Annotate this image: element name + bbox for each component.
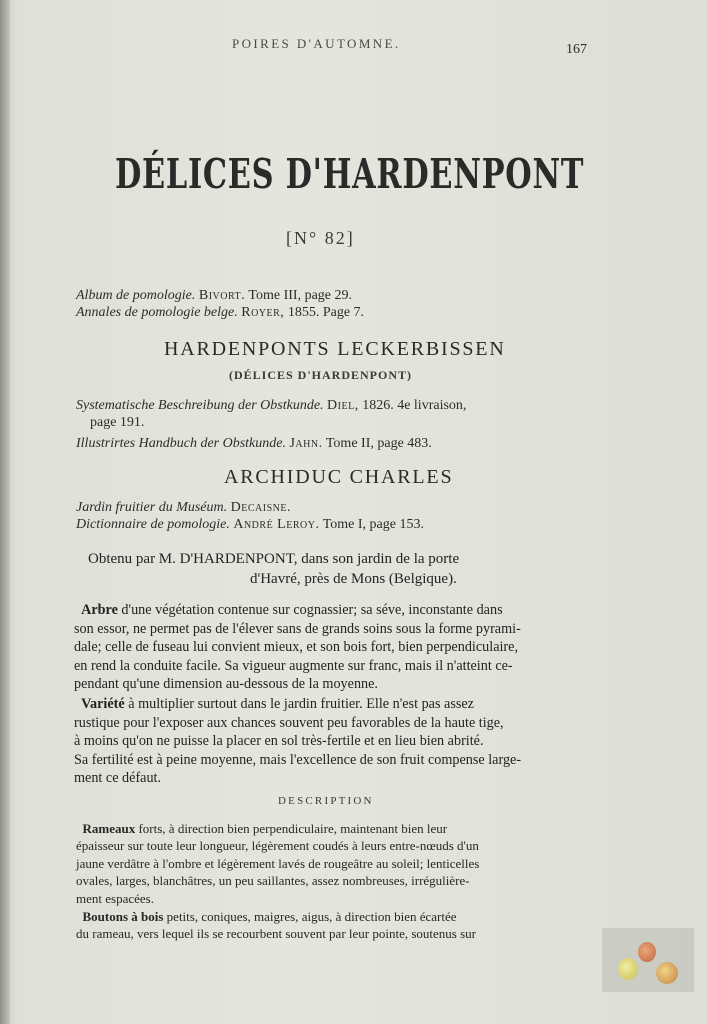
- running-title: POIRES D'AUTOMNE.: [232, 36, 401, 51]
- text-line: épaisseur sur toute leur longueur, légèrement coudés à leurs entre-nœuds d'un: [76, 838, 479, 854]
- text-line: Sa fertilité est à peine moyenne, mais l'excellence de son fruit compense large-: [74, 751, 522, 768]
- text-line: dale; celle de fuseau lui convient mieux, et son bois fort, bien perpendiculaire,: [74, 639, 518, 656]
- reference-line: Dictionnaire de pomologie. André Leroy. Tome I, page 153.: [76, 517, 424, 532]
- page-number: 167: [566, 42, 587, 57]
- text-line: Rameaux forts, à direction bien perpendiculaire, maintenant bien leur: [82, 821, 448, 836]
- paragraph-arbre: [74, 601, 594, 694]
- text-line: Arbre d'une végétation contenue sur cognassier; sa séve, inconstante dans: [81, 602, 503, 618]
- text-line: du rameau, vers lequel ils se recourbent souvent par leur pointe, soutenus sur: [76, 926, 476, 942]
- paragraph-rameaux: [76, 820, 584, 907]
- text-line: pendant qu'une dimension au-dessous de la moyenne.: [74, 676, 378, 693]
- reference-line: Illustrirtes Handbuch der Obstkunde. Jahn. Tome II, page 483.: [76, 436, 432, 451]
- text-line: jaune verdâtre à l'ombre et légèrement lavés de rougeâtre au soleil; lenticelles: [76, 855, 480, 871]
- pear-icon: [618, 958, 638, 980]
- synonym-subtitle: (DÉLICES D'HARDENPONT): [229, 368, 413, 382]
- origin-line: d'Havré, près de Mons (Belgique).: [250, 571, 457, 587]
- reference-line: page 191.: [90, 415, 145, 430]
- reference-line: Annales de pomologie belge. Royer, 1855. Page 7.: [76, 305, 365, 320]
- text-line: son essor, ne permet pas de l'élever sans de grands soins sous la forme pyrami-: [74, 620, 521, 637]
- reference-line: Jardin fruitier du Muséum. Decaisne.: [76, 500, 291, 515]
- description-heading: DESCRIPTION: [278, 795, 374, 807]
- page-title: DÉLICES D'HARDENPONT: [115, 150, 585, 198]
- text-line: ment espacées.: [76, 890, 154, 906]
- pear-icon: [638, 942, 656, 962]
- fruit-watermark-image: [602, 928, 694, 992]
- text-line: rustique pour l'exposer aux chances souvent peu favorables de la haute tige,: [74, 714, 504, 731]
- book-gutter: [0, 0, 10, 1024]
- text-line: Boutons à bois petits, coniques, maigres, aigus, à direction bien écartée: [82, 909, 457, 924]
- text-line: ovales, larges, blanchâtres, un peu saillantes, assez nombreuses, irrégulière-: [76, 873, 470, 889]
- paragraph-boutons: [76, 908, 584, 943]
- reference-line: Systematische Beschreibung der Obstkunde. Diel, 1826. 4e livraison,: [76, 398, 467, 413]
- synonym-title: HARDENPONTS LECKERBISSEN: [164, 338, 506, 360]
- text-line: Variété à multiplier surtout dans le jardin fruitier. Elle n'est pas assez: [81, 696, 474, 712]
- origin-line: Obtenu par M. D'HARDENPONT, dans son jardin de la porte: [88, 551, 460, 567]
- synonym-title: ARCHIDUC CHARLES: [224, 466, 454, 488]
- reference-line: Album de pomologie. Bivort. Tome III, page 29.: [76, 288, 353, 303]
- pear-icon: [656, 962, 678, 984]
- paragraph-variete: [74, 695, 594, 788]
- text-line: en rend la conduite facile. Sa vigueur augmente sur franc, mais il n'atteint ce-: [74, 657, 513, 674]
- variety-number: [N° 82]: [286, 228, 355, 248]
- text-line: à moins qu'on ne puisse la placer en sol très-fertile et en lieu bien abrité.: [74, 733, 484, 750]
- text-line: ment ce défaut.: [74, 770, 162, 787]
